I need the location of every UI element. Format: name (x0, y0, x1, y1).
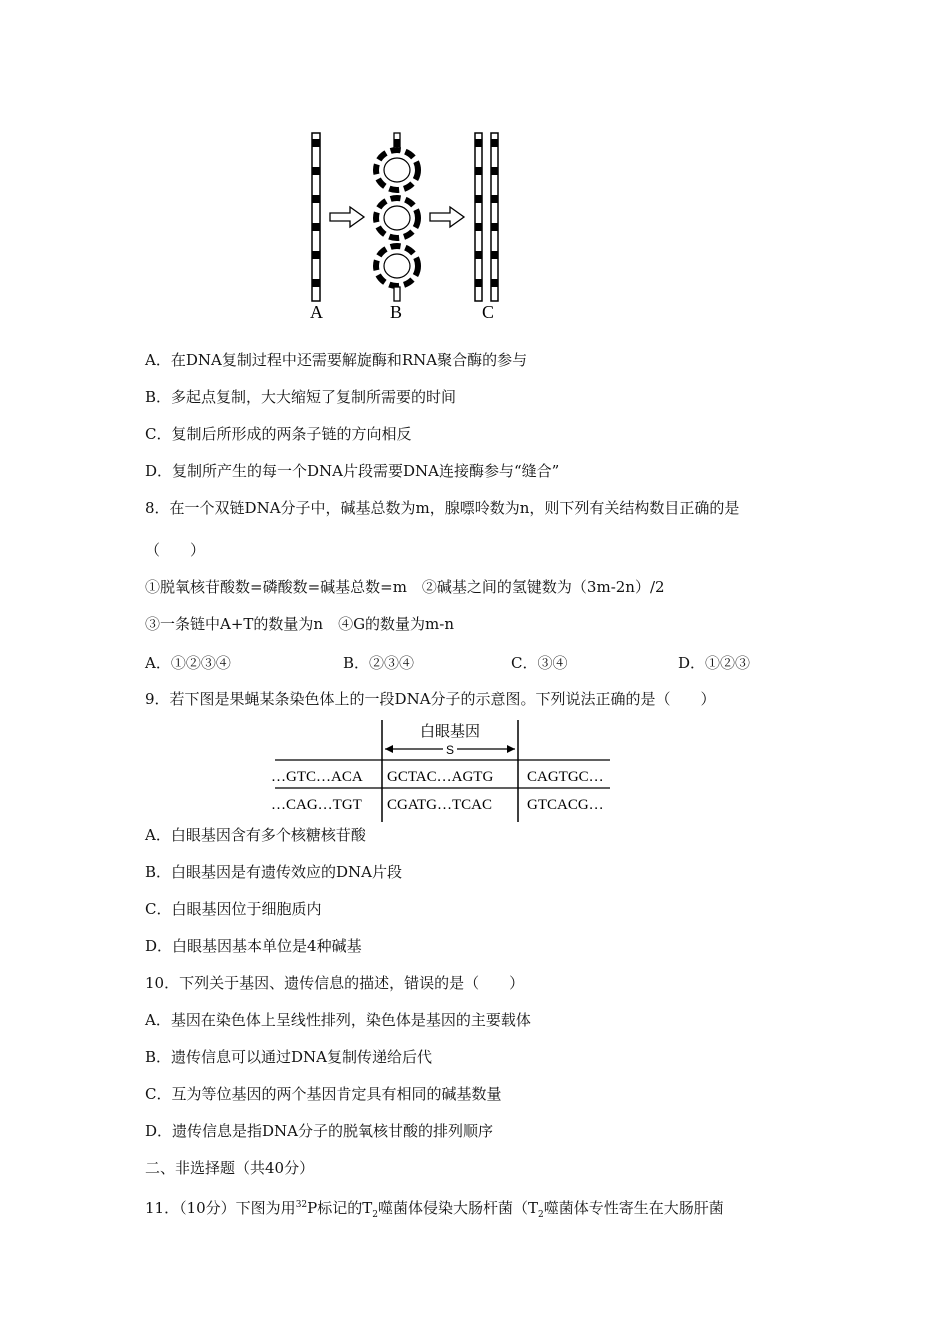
section-2-title: 二、非选择题（共40分） (145, 1159, 315, 1177)
label-b: B (390, 302, 403, 322)
q9-option-d: D．白眼基因基本单位是4种碱基 (145, 937, 362, 955)
row1-left: …GTC…ACA (271, 769, 363, 785)
strands-c (475, 133, 498, 301)
q11-stem: 11．（10分）下图为用$^{32}$P标记的$T_2$噬菌体侵染大肠杆菌（$T_2$噬菌体专性寄生在大肠肝菌 (145, 1199, 724, 1220)
q8-stem: 8．在一个双链DNA分子中，碱基总数为m，腺嘌呤数为n，则下列有关结构数目正确的是 (145, 499, 740, 517)
replication-bubbles (376, 133, 418, 301)
q10-option-d: D．遗传信息是指DNA分子的脱氧核甘酸的排列顺序 (145, 1122, 494, 1140)
label-a: A (310, 302, 323, 322)
row2-mid: CGATG…TCAC (387, 797, 493, 813)
q10-stem: 10．下列关于基因、遗传信息的描述，错误的是（ ） (145, 974, 525, 992)
q8-item-2: ③一条链中A+T的数量为n ④G的数量为m-n (145, 615, 455, 633)
s-label: S (445, 743, 455, 757)
q8-option-a: A．①②③④ (145, 654, 231, 672)
row2-left: …CAG…TGT (271, 797, 362, 813)
q10-option-a: A．基因在染色体上呈线性排列，染色体是基因的主要载体 (145, 1011, 531, 1029)
row2-right: GTCACG… (527, 797, 604, 813)
dna-replication-figure (290, 125, 520, 325)
q8-item-1: ①脱氧核苷酸数=磷酸数=碱基总数=m ②碱基之间的氢键数为（3m-2n）/2 (145, 578, 665, 596)
row1-right: CAGTGC… (527, 769, 604, 785)
q10-option-b: B．遗传信息可以通过DNA复制传递给后代 (145, 1048, 433, 1066)
q7-option-b: B．多起点复制，大大缩短了复制所需要的时间 (145, 388, 457, 406)
q7-option-a: A．在DNA复制过程中还需要解旋酶和RNA聚合酶的参与 (145, 351, 528, 369)
q8-option-d: D．①②③ (678, 654, 751, 672)
q7-option-c: C．复制后所形成的两条子链的方向相反 (145, 425, 412, 443)
q8-paren: （ ） (145, 541, 206, 559)
arrow-a-b (330, 207, 364, 227)
q8-option-c: C．③④ (511, 654, 568, 672)
label-c: C (482, 302, 495, 322)
gene-label: 白眼基因 (419, 722, 481, 740)
q9-option-b: B．白眼基因是有遗传效应的DNA片段 (145, 863, 403, 881)
q9-option-c: C．白眼基因位于细胞质内 (145, 900, 322, 918)
q8-option-b: B．②③④ (343, 654, 415, 672)
strand-a (312, 133, 320, 301)
row1-mid: GCTAC…AGTG (387, 769, 494, 785)
q8-options (145, 652, 845, 672)
white-eye-gene-figure (265, 718, 625, 826)
q7-option-d: D．复制所产生的每一个DNA片段需要DNA连接酶参与“缝合” (145, 462, 560, 480)
q9-stem: 9．若下图是果蝇某条染色体上的一段DNA分子的示意图。下列说法正确的是（ ） (145, 690, 716, 708)
arrow-b-c (430, 207, 464, 227)
q10-option-c: C．互为等位基因的两个基因肯定具有相同的碱基数量 (145, 1085, 502, 1103)
q9-option-a: A．白眼基因含有多个核糖核苷酸 (145, 826, 366, 844)
